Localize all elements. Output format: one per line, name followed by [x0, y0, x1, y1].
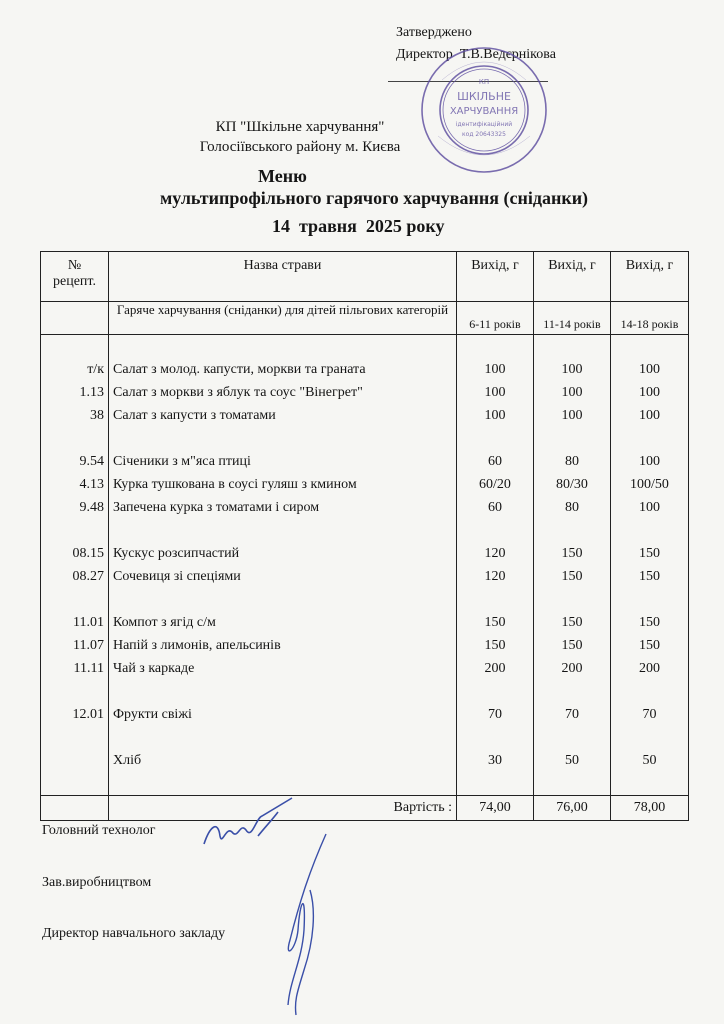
row-spacer — [113, 519, 452, 542]
title-subject: мультипрофільного гарячого харчування (сніданки) — [160, 188, 589, 208]
organization-district: Голосіївського району м. Києва — [199, 139, 401, 155]
header-dish-name: Назва страви — [109, 252, 457, 302]
dish-name: Кускус розсипчастий — [113, 546, 240, 561]
recipe-code: 08.15 — [72, 546, 104, 561]
output-14-18: 100 — [639, 362, 660, 377]
row-spacer — [461, 588, 529, 611]
dish-name: Курка тушкована в соусі гуляш з кмином — [113, 477, 357, 492]
output-6-11: 200 — [484, 661, 506, 676]
output-6-11: 150 — [484, 638, 506, 653]
organization-name: КП "Шкільне харчування" — [215, 119, 385, 135]
svg-text:КП: КП — [478, 78, 490, 86]
recipe-code: 9.54 — [79, 454, 104, 469]
menu-table — [40, 251, 689, 821]
header-output-3: Вихід, г — [611, 252, 689, 302]
recipe-code: 08.27 — [72, 569, 104, 584]
recipe-code — [45, 749, 104, 772]
cost-label: Вартість : — [109, 796, 457, 821]
recipe-code: 11.11 — [73, 661, 104, 676]
output-11-14: 150 — [561, 546, 583, 561]
row-spacer — [538, 680, 606, 703]
dish-name: Салат з моркви з яблук та соус "Вінегрет" — [113, 385, 363, 400]
age-group-2: 11-14 років — [534, 302, 611, 335]
row-spacer — [45, 427, 104, 450]
recipe-code: 4.13 — [79, 477, 104, 492]
row-spacer — [615, 427, 684, 450]
row-spacer — [461, 726, 529, 749]
output-11-14: 150 — [561, 638, 583, 653]
output-14-18: 100 — [639, 385, 660, 400]
header-recipe: № рецепт. — [41, 252, 109, 302]
row-spacer — [45, 680, 104, 703]
recipe-code: 11.07 — [73, 638, 104, 653]
output-14-18: 70 — [642, 707, 657, 722]
dish-name: Напій з лимонів, апельсинів — [113, 638, 281, 653]
dish-name: Фрукти свіжі — [113, 707, 192, 722]
output-6-11: 150 — [484, 615, 506, 630]
output-11-14: 100 — [561, 408, 583, 423]
recipe-code: 1.13 — [79, 385, 104, 400]
output-14-18: 150 — [639, 615, 660, 630]
dish-name: Салат з капусти з томатами — [113, 408, 276, 423]
output-column-1 — [457, 335, 534, 796]
output-11-14: 80 — [565, 454, 579, 469]
category-blank — [41, 302, 109, 335]
dish-name: Січеники з м"яса птиці — [113, 454, 251, 469]
output-11-14: 80 — [565, 500, 579, 515]
output-6-11: 60 — [488, 454, 502, 469]
output-column-2 — [534, 335, 611, 796]
output-11-14: 70 — [565, 707, 579, 722]
row-spacer — [615, 519, 684, 542]
svg-text:ідентифікаційний: ідентифікаційний — [455, 121, 513, 128]
header-output-2: Вихід, г — [534, 252, 611, 302]
output-11-14: 100 — [561, 385, 583, 400]
svg-text:ХАРЧУВАННЯ: ХАРЧУВАННЯ — [449, 106, 519, 117]
dish-name: Запечена курка з томатами і сиром — [113, 500, 320, 515]
output-14-18: 150 — [639, 546, 660, 561]
cost-blank — [41, 796, 109, 821]
dish-names-column — [109, 335, 457, 796]
category-label: Гаряче харчування (сніданки) для дітей пільгових категорій — [109, 302, 457, 335]
output-11-14: 50 — [565, 753, 579, 768]
dish-name: Чай з каркаде — [113, 661, 195, 676]
output-14-18: 100 — [639, 454, 660, 469]
row-spacer — [113, 427, 452, 450]
row-spacer — [45, 588, 104, 611]
output-6-11: 100 — [484, 385, 506, 400]
output-11-14: 80/30 — [556, 477, 588, 492]
svg-text:ШКІЛЬНЕ: ШКІЛЬНЕ — [457, 90, 511, 103]
output-11-14: 150 — [561, 615, 583, 630]
cost-value-1: 74,00 — [457, 796, 534, 821]
output-6-11: 100 — [484, 362, 506, 377]
dish-name: Хліб — [113, 753, 142, 768]
row-spacer — [461, 680, 529, 703]
director-signature-scribble — [270, 830, 350, 1020]
row-spacer — [615, 726, 684, 749]
dish-name: Сочевиця зі спеціями — [113, 569, 241, 584]
approval-label: Затверджено — [396, 25, 472, 40]
row-spacer — [113, 680, 452, 703]
recipe-code: 12.01 — [72, 707, 104, 722]
output-11-14: 100 — [561, 362, 583, 377]
row-spacer — [113, 588, 452, 611]
output-14-18: 200 — [639, 661, 660, 676]
row-spacer — [538, 427, 606, 450]
output-11-14: 200 — [561, 661, 583, 676]
recipe-code: 38 — [90, 408, 104, 423]
row-spacer — [461, 427, 529, 450]
output-6-11: 100 — [484, 408, 506, 423]
signature-school-director: Директор навчального закладу — [42, 926, 226, 941]
row-spacer — [113, 726, 452, 749]
output-6-11: 70 — [488, 707, 502, 722]
row-spacer — [538, 519, 606, 542]
output-6-11: 120 — [484, 546, 506, 561]
dish-name: Салат з молод. капусти, моркви та граната — [113, 362, 366, 377]
row-spacer — [461, 519, 529, 542]
dish-name: Компот з ягід с/м — [113, 615, 216, 630]
approval-director: Директор Т.В.Ведєрнікова — [396, 47, 556, 62]
header-output-1: Вихід, г — [457, 252, 534, 302]
recipe-code: т/к — [87, 362, 104, 377]
output-column-3 — [611, 335, 689, 796]
output-14-18: 150 — [639, 569, 660, 584]
output-14-18: 100 — [639, 500, 660, 515]
age-group-1: 6-11 років — [457, 302, 534, 335]
cost-value-3: 78,00 — [611, 796, 689, 821]
signature-technologist: Головний технолог — [42, 823, 156, 838]
output-14-18: 150 — [639, 638, 660, 653]
output-11-14: 150 — [561, 569, 583, 584]
row-spacer — [45, 519, 104, 542]
signature-production-head: Зав.виробництвом — [42, 875, 152, 890]
title-date: 14 травня 2025 року — [272, 216, 445, 236]
row-spacer — [45, 726, 104, 749]
output-6-11: 30 — [488, 753, 502, 768]
row-spacer — [538, 588, 606, 611]
age-group-3: 14-18 років — [611, 302, 689, 335]
row-spacer — [615, 680, 684, 703]
output-6-11: 60/20 — [479, 477, 511, 492]
output-6-11: 120 — [484, 569, 506, 584]
output-14-18: 50 — [642, 753, 657, 768]
recipe-code: 11.01 — [73, 615, 104, 630]
output-6-11: 60 — [488, 500, 502, 515]
row-spacer — [615, 588, 684, 611]
output-14-18: 100/50 — [630, 477, 669, 492]
organization-block — [0, 117, 600, 157]
row-spacer — [538, 726, 606, 749]
title-menu: Меню — [258, 166, 307, 186]
recipe-code: 9.48 — [79, 500, 104, 515]
output-14-18: 100 — [639, 408, 660, 423]
svg-text:код 20643325: код 20643325 — [462, 131, 506, 138]
recipe-codes-column — [41, 335, 109, 796]
cost-value-2: 76,00 — [534, 796, 611, 821]
